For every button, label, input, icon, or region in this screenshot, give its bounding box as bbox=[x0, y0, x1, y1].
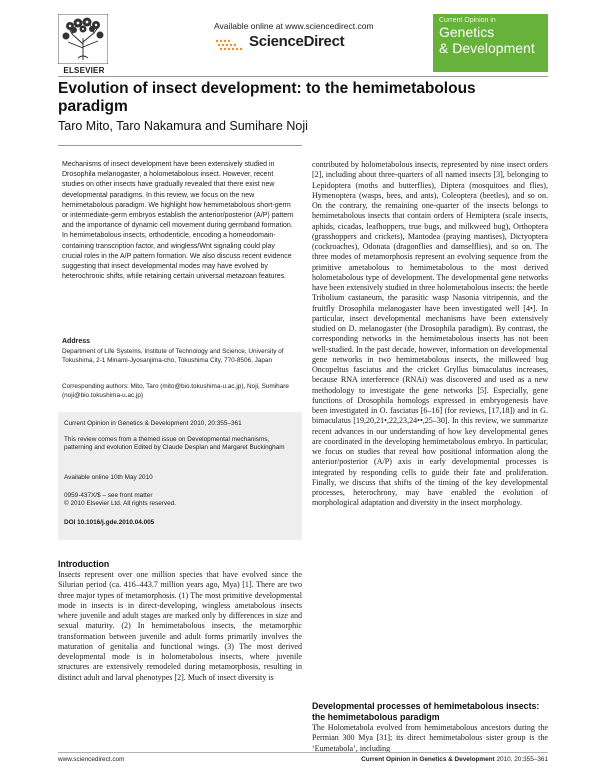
corresponding-authors: Corresponding authors: Mito, Taro (mito@bio.tokushima-u.ac.jp), Noji, Sumihare (noji@bio.tokushima-u.ac.jp) bbox=[62, 383, 289, 399]
article-authors: Taro Mito, Taro Nakamura and Sumihare Noji bbox=[58, 119, 308, 133]
sciencedirect-name: ScienceDirect bbox=[249, 33, 345, 50]
section-text-hemimetabolous: The Holometabola evolved from hemimetabolous ancestors during the Permian 300 Mya [31]; its direct hemimetabolous sister group is the ‘Eumetabola’, including bbox=[312, 723, 548, 753]
section-heading-hemimetabolous: Developmental processes of hemimetabolous insects: the hemimetabolous paradigm bbox=[312, 701, 540, 722]
copyright-text: © 2010 Elsevier Ltd. All rights reserved. bbox=[64, 500, 176, 508]
footer-website[interactable]: www.sciencedirect.com bbox=[58, 756, 125, 763]
journal-banner-line-1: Genetics bbox=[439, 24, 495, 40]
themed-issue-text: This review comes from a themed issue on Developmental mechanisms, patterning and evolution Edited by Claude Desplan and Margaret Buckingham bbox=[64, 436, 285, 452]
journal-banner-line-2: & Development bbox=[439, 40, 535, 56]
article-info-box bbox=[58, 412, 302, 540]
article-title: Evolution of insect development: to the hemimetabolous paradigm bbox=[58, 80, 476, 115]
abstract-text: Mechanisms of insect development have been extensively studied in Drosophila melanogaster, a holometabolous insect. However, recent studies on other insects have gradually revealed that there exist new developmental paradigms. In this review, we focus on the new hemimetabolous paradigm. We highlight how hemimetabolous short-germ or intermediate-germ embryos establish the anterior/posterior (A/P) pattern and the importance of dynamic cell movement during germband formation. In hemimetabolous insects, orthodenticle, encoding a homeodomain-containing transcription factor, and wingless/Wnt signaling could play crucial roles in the A/P pattern formation. We also discuss recent evidence suggesting that insect developmental modes may have evolved by heterochronic shifts, while retaining certain universal metazoan features. bbox=[62, 161, 294, 281]
journal-banner bbox=[433, 14, 548, 72]
elsevier-label: ELSEVIER bbox=[63, 66, 105, 75]
sciencedirect-dots-icon bbox=[214, 37, 244, 53]
intro-text: Insects represent over one million species that have evolved since the Silurian period (ca. 416–443.7 million years ago, Mya) [1]. There are two three major types of metamorphosis. (1) The most primitive developmental mode in insects is in direct-developing, wingless ametabolous insects where juvenile and adult stages are marked only by differences in size and sexual maturity. (2) In hemimetabolous insects, the metamorphic transformation between juvenile and adult forms primarily involves the maturation of genitalia and functional wings. (3) The most derived developmental mode is in holometabolous insects, where juvenile structures are extensively remodeled during metamorphosis, resulting in distinct adult and larval phenotypes [2]. Much of insect diversity is bbox=[58, 570, 302, 682]
address-text: Department of Life Systems, Institute of Technology and Science, University of Tokushima, 2-1 Minami-Jyosanjima-cho, Tokushima City, 770-8506, Japan bbox=[62, 348, 284, 364]
address-heading: Address bbox=[62, 338, 91, 345]
footer-rule bbox=[58, 752, 548, 753]
abstract-top-rule bbox=[58, 145, 302, 146]
available-date: Available online 10th May 2010 bbox=[64, 474, 153, 481]
footer-journal: Current Opinion in Genetics & Development bbox=[361, 756, 495, 763]
right-column-text: contributed by holometabolous insects, represented by nine insect orders [2], including about three-quarters of all named insects [3], belonging to Lepidoptera (moths and butterflies), Diptera (mosquitoes and flies), Hymenoptera (wasps, bees, and ants), Coleoptera (beetles), and so on. On the contrary, the remaining one-quarter of the insects belongs to hemimetabolous insects that contain orders of Hemiptera (scale insects, aphids, cicadas, leafhoppers, true bugs, and milkweed bug), Orthoptera (grasshoppers and crickets), Mantodea (praying mantises), Dictyoptera (cockroaches), Odonata (dragonflies and damselflies), and so on. The three modes of metamorphosis represent an evolving sequence from the primitive ametabolous to hemimetabolous to the most derived holometabolous type of development. The developmental gene networks have been extensively studied in three holometabolous insects: the beetle Tribolium castaneum, the parasitic wasp Nasonia vitripennis, and the fruitfly Drosophila melanogaster have been investigated well [4•]. In particular, insect developmental mechanisms have been extensively studied on D. melanogaster (the Drosophila paradigm). By contrast, the corresponding networks in the hemimetabolous insects has not been well-studied. In the past decade, however, information on developmental gene networks in two hemimetabolous insects, the milkweed bug Oncopeltus fasciatus and the cricket Gryllus bimaculatus increases, because RNA interference (RNAi) was discovered and used as a new methodology to investigate the gene networks [5]. Especially, gene functions of Drosophila homologs expressed in embryogenesis have been investigated in O. fasciatus [6–16] (for reviews, [17,18]) and in G. bimaculatus [19,20,21•,22,23,24••,25–30]. In this review, we summarize recent advances in our understanding of how key developmental genes are coordinated in the developing hemimetabolous embryo. In particular, we focus on studies that reveal how positional information along the anterior/posterior (A/P) axis in early developmental processes is integrated by responding cells to guide their fate and proliferation. Finally, we discuss that shifts of the timing of the key developmental processes, heterochrony, may have enabled the evolution of morphological adaptation and diversity in the insect morphology. bbox=[312, 160, 548, 508]
journal-citation: Current Opinion in Genetics & Development 2010, 20:355–361 bbox=[64, 420, 242, 427]
footer-cite: 2010, 20:355–361 bbox=[496, 756, 548, 763]
header-rule bbox=[58, 76, 548, 77]
doi-link[interactable]: DOI 10.1016/j.gde.2010.04.005 bbox=[64, 519, 155, 526]
journal-banner-top: Current Opinion in bbox=[439, 17, 496, 24]
issn-text: 0959-437X/$ – see front matter bbox=[64, 492, 153, 499]
elsevier-tree-logo bbox=[58, 14, 108, 64]
issn-copyright bbox=[64, 492, 176, 509]
footer-citation bbox=[318, 756, 548, 763]
available-online-text: Available online at www.sciencedirect.com bbox=[214, 21, 374, 31]
intro-heading: Introduction bbox=[58, 559, 110, 569]
